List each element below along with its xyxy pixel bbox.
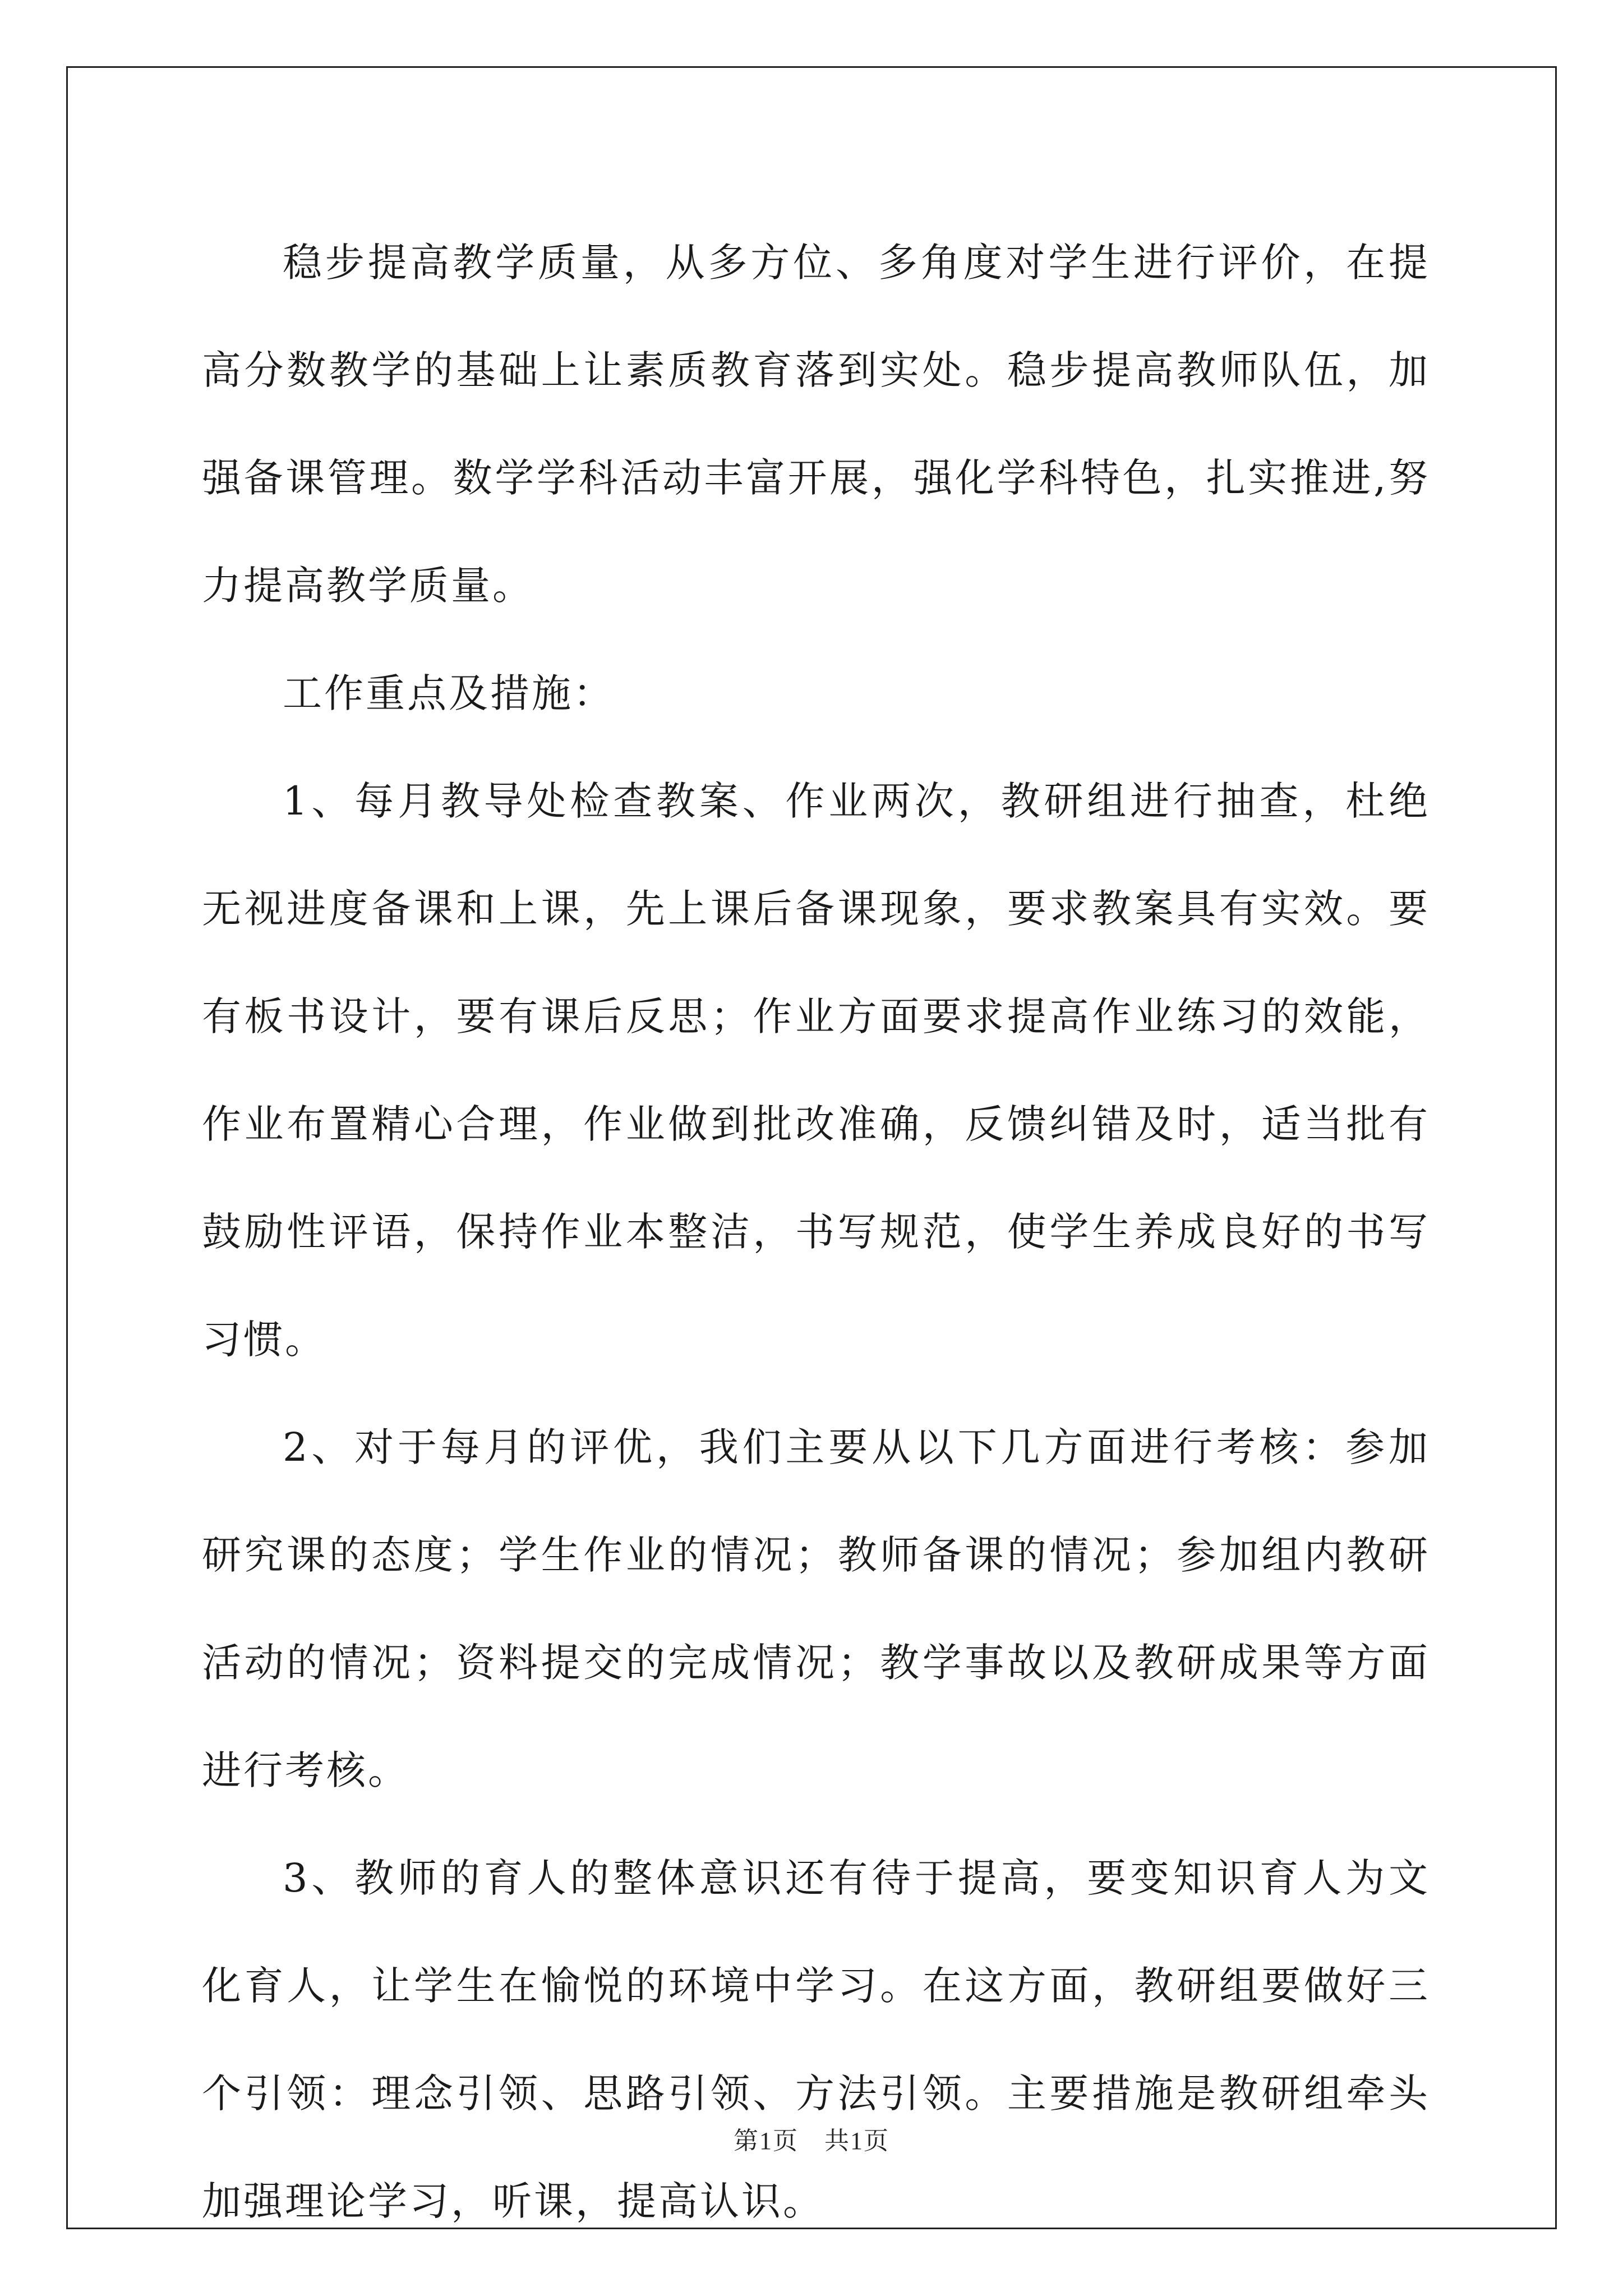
paragraph-heading-measures: 工作重点及措施： xyxy=(283,670,615,716)
paragraph-item-2: 2、对于每月的评优，我们主要从以下几方面进行考核：参加研究课的态度；学生作业的情况；教师备课的情况；参加组内教研活动的情况；资料提交的完成情况；教学事故以及教研成果等方面进行考核。 xyxy=(202,1424,1430,1793)
paragraph-intro: 稳步提高教学质量，从多方位、多角度对学生进行评价，在提高分数教学的基础上让素质教育落到实处。稳步提高教师队伍，加强备课管理。数学学科活动丰富开展，强化学科特色，扎实推进,努力提高教学质量。 xyxy=(202,240,1430,609)
document-body xyxy=(202,209,1430,2255)
paragraph-item-1: 1、每月教导处检查教案、作业两次，教研组进行抽查，杜绝无视进度备课和上课，先上课后备课现象，要求教案具有实效。要有板书设计，要有课后反思；作业方面要求提高作业练习的效能，作业布置精心合理，作业做到批改准确，反馈纠错及时，适当批有鼓励性评语，保持作业本整洁，书写规范，使学生养成良好的书写习惯。 xyxy=(202,778,1430,1363)
page-number: 第1页 共1页 xyxy=(734,2127,889,2155)
paragraph-item-3: 3、教师的育人的整体意识还有待于提高，要变知识育人为文化育人，让学生在愉悦的环境中学习。在这方面，教研组要做好三个引领：理念引领、思路引领、方法引领。主要措施是教研组牵头加强理论学习，听课，提高认识。 xyxy=(202,1855,1430,2224)
